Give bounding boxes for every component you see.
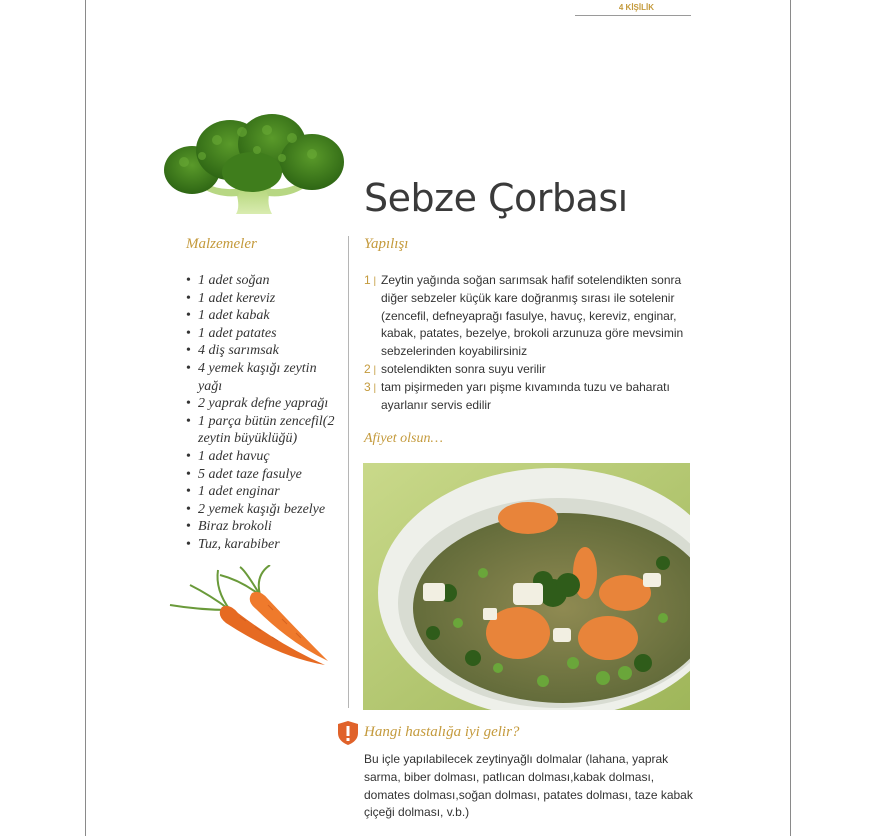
- step-item: [364, 272, 694, 361]
- list-item: • 1 adet havuç: [186, 448, 336, 466]
- list-item: • 5 adet taze fasulye: [186, 466, 336, 484]
- list-item: • 1 adet enginar: [186, 483, 336, 501]
- ingredients-list: [186, 272, 336, 554]
- step-item: [364, 361, 694, 379]
- step-number: 2 |: [364, 361, 376, 380]
- step-item: [364, 379, 694, 415]
- step-text: Zeytin yağında soğan sarımsak hafif sotelendikten sonra diğer sebzeler küçük kare doğranmış sırası ile sotelenir (zencefil, defneyaprağı fasulye, havuç, kereviz, enginar, kabak, patates, bezelye, brokoli arzunuza göre mevsimin sebzelerinden koyabilirsiniz: [381, 273, 684, 359]
- step-text: sotelendikten sonra suyu verilir: [381, 361, 546, 376]
- carrots-image: [160, 565, 330, 675]
- health-heading: Hangi hastalığa iyi gelir?: [364, 724, 520, 740]
- list-item: • 1 adet soğan: [186, 272, 336, 290]
- health-text: Bu içle yapılabilecek zeytinyağlı dolmalar (lahana, yaprak sarma, biber dolması, patlıcan dolması,kabak dolması, domates dolması,soğan dolması, patates dolması, taze kabak çiçeği dolması, v.b.): [364, 752, 693, 820]
- list-item: • 1 adet patates: [186, 325, 336, 343]
- step-number: 1 |: [364, 272, 376, 291]
- list-item: • 4 diş sarımsak: [186, 342, 336, 360]
- list-item: • Tuz, karabiber: [186, 536, 336, 554]
- list-item: • 2 yemek kaşığı bezelye: [186, 501, 336, 519]
- list-item: • Biraz brokoli: [186, 518, 336, 536]
- method-steps: [364, 272, 694, 414]
- method-heading: Yapılışı: [364, 236, 409, 252]
- recipe-title: Sebze Çorbası: [364, 176, 628, 220]
- ingredients-heading: Malzemeler: [186, 236, 257, 252]
- list-item: • 4 yemek kaşığı zeytin yağı: [186, 360, 336, 395]
- column-divider: [348, 236, 349, 708]
- list-item: • 1 adet kabak: [186, 307, 336, 325]
- list-item: • 1 parça bütün zencefil(2 zeytin büyüklüğü): [186, 413, 336, 448]
- step-number: 3 |: [364, 379, 376, 398]
- step-text: tam pişirmeden yarı pişme kıvamında tuzu ve baharatı ayarlanır servis edilir: [381, 379, 670, 412]
- servings-label: 4 KİŞİLİK: [575, 3, 691, 16]
- soup-photo: [363, 463, 690, 710]
- list-item: • 2 yaprak defne yaprağı: [186, 395, 336, 413]
- warning-icon: [336, 720, 360, 746]
- closing-note: Afiyet olsun…: [364, 431, 443, 446]
- list-item: • 1 adet kereviz: [186, 290, 336, 308]
- broccoli-image: [162, 110, 348, 218]
